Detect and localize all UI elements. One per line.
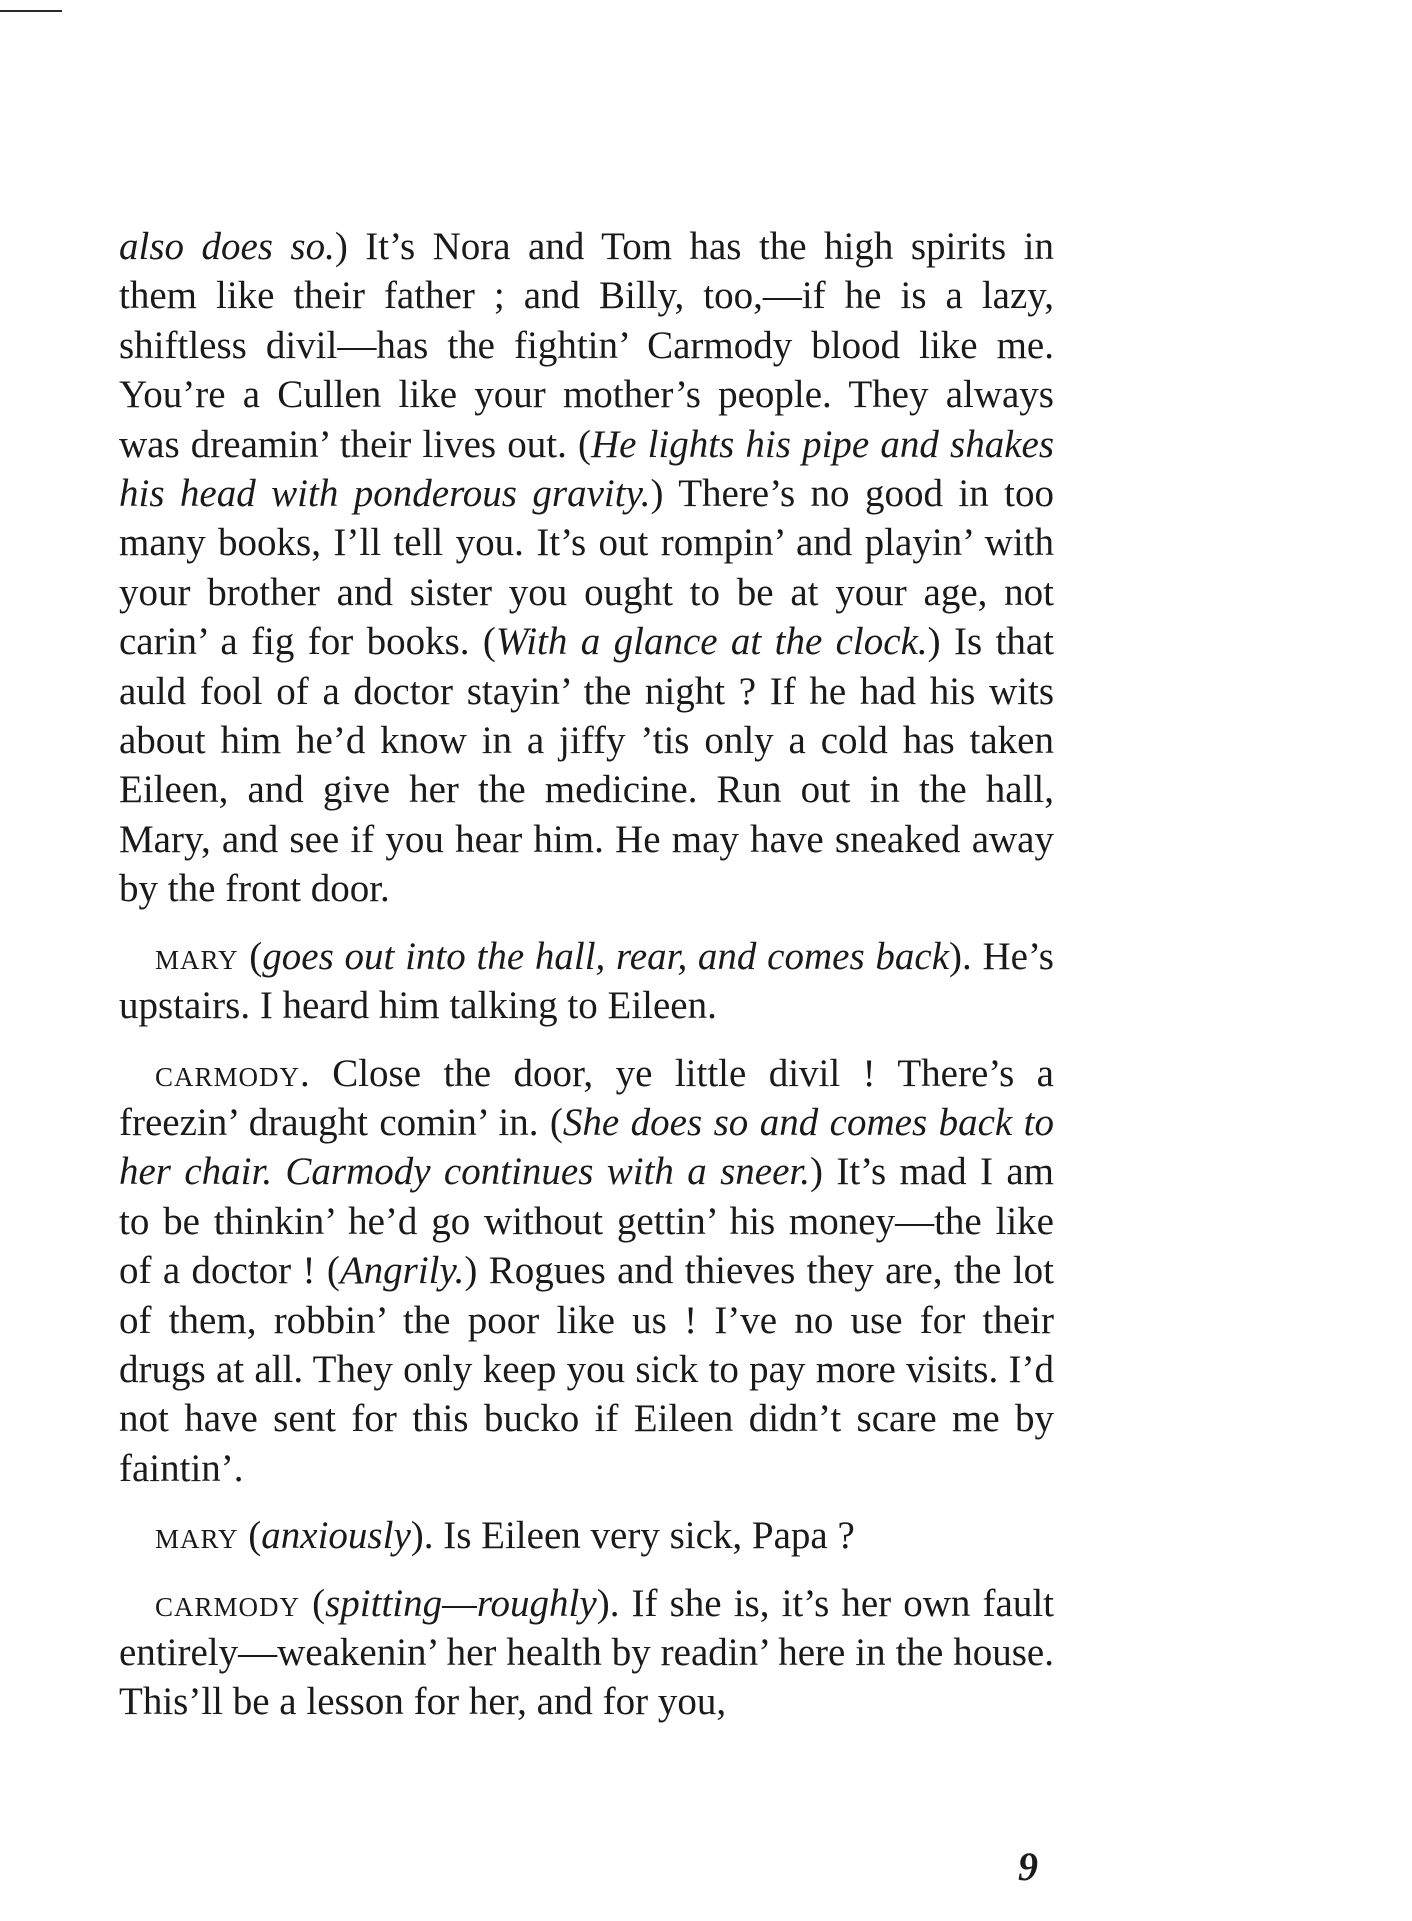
dialogue-text: ) It’s mad I am to be thinkin’ he’d go without gettin’ his money—the like of a doctor ! (: [119, 1150, 1054, 1293]
page-number: 9: [1018, 1844, 1038, 1889]
speaker-name: mary: [155, 934, 239, 978]
stage-direction: spitting—roughly: [325, 1581, 597, 1625]
dialogue-text: (: [238, 934, 263, 978]
stage-direction: Angrily.: [339, 1249, 465, 1293]
scan-edge-mark: [0, 10, 62, 12]
stage-direction: anxiously: [261, 1514, 411, 1558]
stage-direction: She does so and comes back to her chair. Carmody continues with a sneer.: [119, 1100, 1054, 1194]
dialogue-text: ) There’s no good in too many books, I’ll tell you. It’s out rompin’ and playin’ with your brother and sister you ought to be at your age, not carin’ a fig for books. (: [119, 472, 1054, 664]
stage-direction: goes out into the hall, rear, and comes back: [262, 934, 950, 978]
paragraph: [119, 1511, 1054, 1560]
dialogue-text: (: [238, 1514, 262, 1558]
paragraph: [119, 222, 1054, 914]
dialogue-text: ) Rogues and thieves they are, the lot of them, robbin’ the poor like us ! I’ve no use for their drugs at all. They only keep you sick to pay more visits. I’d not have sent for this bucko if Eileen didn’t scare me by faintin’.: [119, 1249, 1054, 1490]
dialogue-text: ). He’s upstairs. I heard him talking to Eileen.: [119, 934, 1054, 1028]
dialogue-text: (: [300, 1581, 326, 1625]
dialogue-text: . Close the door, ye little divil ! There’s a freezin’ draught comin’ in. (: [119, 1051, 1054, 1144]
dialogue-text: ). Is Eileen very sick, Papa ?: [410, 1514, 855, 1558]
speaker-name: carmody: [155, 1051, 301, 1095]
dialogue-text: ). If she is, it’s her own fault entirely—weakenin’ her health by readin’ here in the house. This’ll be a lesson for her, and for you,: [119, 1581, 1054, 1724]
stage-direction: also does so.: [119, 225, 335, 268]
paragraph: [119, 1579, 1054, 1727]
page-body-text: [119, 222, 1054, 1727]
speaker-name: carmody: [155, 1581, 301, 1625]
dialogue-text: ) It’s Nora and Tom has the high spirits in them like their father ; and Billy, too,—if he is a lazy, shiftless divil—has the fightin’ Carmody blood like me. You’re a Cullen like your mother’s people. They always was dreamin’ their lives out. (: [119, 225, 1054, 466]
paragraph: [119, 932, 1054, 1031]
stage-direction: He lights his pipe and shakes his head with ponderous gravity.: [119, 422, 1054, 516]
stage-direction: With a glance at the clock.: [495, 620, 928, 664]
paragraph: [119, 1049, 1054, 1494]
speaker-name: mary: [155, 1514, 239, 1558]
dialogue-text: ) Is that auld fool of a doctor stayin’ the night ? If he had his wits about him he’d know in a jiffy ’tis only a cold has taken Eileen, and give her the medicine. Run out in the hall, Mary, and see if you hear him. He may have sneaked away by the front door.: [119, 620, 1054, 911]
